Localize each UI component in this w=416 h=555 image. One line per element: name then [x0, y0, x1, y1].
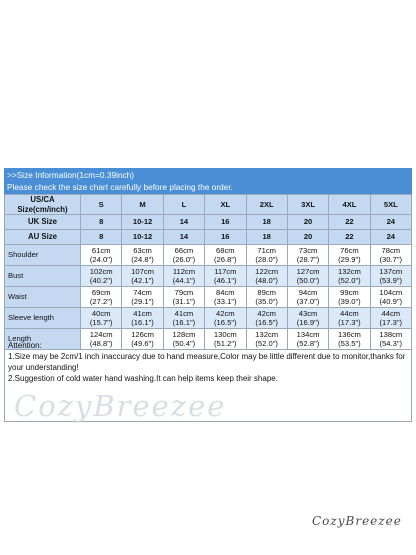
measurement-cm: 74cm	[133, 287, 152, 297]
measurement-cm: 124cm	[89, 329, 113, 339]
measurement-inch: (40.2")	[89, 276, 113, 285]
measurement-inch: (16.9")	[296, 318, 320, 327]
measurement-cm: 94cm	[298, 287, 318, 297]
measurement-inch: (16.5")	[255, 318, 278, 327]
measurement-cm: 89cm	[257, 287, 276, 297]
measurement-cell	[122, 308, 163, 329]
measurement-inch: (39.0")	[338, 297, 361, 306]
measurement-cm: 132cm	[255, 329, 279, 339]
measurement-inch: (52.8")	[296, 339, 320, 348]
measurement-cell	[122, 245, 163, 266]
size-chart-table	[4, 194, 412, 350]
measurement-cm: 84cm	[216, 287, 235, 297]
measurement-cm: 42cm	[216, 308, 235, 318]
size-info-header	[4, 168, 412, 194]
size-cell: 14	[163, 215, 204, 230]
measurement-inch: (50.4")	[172, 339, 196, 348]
measurement-inch: (17.3")	[338, 318, 361, 327]
measurement-row	[5, 266, 412, 287]
measurement-cm: 127cm	[296, 266, 320, 276]
measurement-inch: (30.7")	[379, 255, 403, 264]
size-info-title: >>Size Information(1cm=0.39inch)	[7, 170, 135, 180]
measurement-label: Waist	[5, 287, 81, 308]
size-row-label: AU Size	[5, 230, 81, 245]
measurement-cm: 68cm	[216, 245, 235, 255]
measurement-inch: (51.2")	[214, 339, 237, 348]
measurement-inch: (44.1")	[172, 276, 196, 285]
measurement-cm: 136cm	[338, 329, 361, 339]
measurement-cm: 41cm	[174, 308, 194, 318]
measurement-cell	[205, 308, 246, 329]
measurement-cm: 42cm	[257, 308, 276, 318]
measurement-inch: (27.2")	[89, 297, 113, 306]
measurement-inch: (24.8")	[131, 255, 154, 264]
measurement-cell	[81, 287, 122, 308]
measurement-cell	[287, 266, 328, 287]
measurement-inch: (28.7")	[296, 255, 320, 264]
brand-signature: CozyBreezee	[312, 514, 402, 528]
note-measurement: 1.Size may be 2cm/1 inch inaccuracy due to hand measure,Color may be little different due to monitor,thanks for your understanding!	[8, 352, 406, 372]
measurement-inch: (50.0")	[296, 276, 320, 285]
size-cell: 8	[81, 230, 122, 245]
size-row	[5, 195, 412, 215]
measurement-cm: 126cm	[131, 329, 154, 339]
size-cell: 8	[81, 215, 122, 230]
size-info-instruction: Please check the size chart carefully before placing the order.	[7, 182, 233, 192]
size-cell: L	[163, 195, 204, 215]
measurement-cm: 122cm	[255, 266, 279, 276]
measurement-cm: 117cm	[214, 266, 237, 276]
measurement-inch: (48.8")	[89, 339, 113, 348]
measurement-cm: 132cm	[338, 266, 361, 276]
size-cell: 22	[329, 230, 370, 245]
size-cell: 10-12	[122, 230, 163, 245]
size-cell: 5XL	[370, 195, 411, 215]
measurement-cell	[287, 308, 328, 329]
measurement-cell	[163, 245, 204, 266]
size-cell: 4XL	[329, 195, 370, 215]
measurement-cm: 66cm	[174, 245, 194, 255]
measurement-inch: (31.1")	[172, 297, 196, 306]
measurement-inch: (33.1")	[214, 297, 237, 306]
size-cell: 18	[246, 230, 287, 245]
measurement-inch: (53.9")	[379, 276, 403, 285]
measurement-cell	[329, 287, 370, 308]
measurement-cell	[122, 266, 163, 287]
measurement-inch: (54.3")	[379, 339, 403, 348]
measurement-cell	[246, 266, 287, 287]
measurement-cell	[205, 266, 246, 287]
measurement-cell	[205, 245, 246, 266]
size-row-label: US/CA Size(cm/inch)	[5, 195, 81, 215]
size-cell: 14	[163, 230, 204, 245]
measurement-cm: 138cm	[379, 329, 403, 339]
measurement-inch: (46.1")	[214, 276, 237, 285]
measurement-inch: (16.1")	[131, 318, 154, 327]
measurement-cm: 76cm	[340, 245, 359, 255]
size-cell: 16	[205, 215, 246, 230]
measurement-row	[5, 287, 412, 308]
notes-title: Attention:	[8, 341, 42, 350]
measurement-cm: 69cm	[91, 287, 111, 297]
measurement-cell	[246, 245, 287, 266]
measurement-inch: (16.5")	[214, 318, 237, 327]
measurement-cm: 73cm	[298, 245, 318, 255]
size-cell: 2XL	[246, 195, 287, 215]
size-cell: 22	[329, 215, 370, 230]
measurement-cell	[163, 287, 204, 308]
brand-watermark: CozyBreezee	[14, 389, 227, 423]
size-cell: 16	[205, 230, 246, 245]
measurement-cell	[246, 308, 287, 329]
measurement-inch: (37.0")	[296, 297, 320, 306]
size-cell: 10-12	[122, 215, 163, 230]
measurement-cm: 130cm	[213, 329, 237, 339]
size-cell: 20	[287, 230, 328, 245]
measurement-cm: 99cm	[340, 287, 359, 297]
measurement-inch: (48.0")	[255, 276, 278, 285]
measurement-cell	[329, 245, 370, 266]
measurement-cell	[205, 287, 246, 308]
size-row	[5, 230, 412, 245]
measurement-row	[5, 245, 412, 266]
measurement-cell	[81, 266, 122, 287]
measurement-inch: (40.9")	[379, 297, 403, 306]
note-washing: 2.Suggestion of cold water hand washing.It can help items keep their shape.	[8, 374, 278, 383]
measurement-inch: (15.7")	[89, 318, 113, 327]
measurement-inch: (28.0")	[255, 255, 278, 264]
measurement-inch: (53.5")	[338, 339, 361, 348]
measurement-cell	[329, 266, 370, 287]
size-cell: 18	[246, 215, 287, 230]
measurement-cm: 102cm	[89, 266, 113, 276]
measurement-cell	[370, 245, 411, 266]
measurement-inch: (49.6")	[131, 339, 154, 348]
measurement-cm: 44cm	[381, 308, 401, 318]
measurement-cell	[370, 266, 411, 287]
size-row-label: UK Size	[5, 215, 81, 230]
size-cell: S	[81, 195, 122, 215]
measurement-cm: 40cm	[91, 308, 111, 318]
measurement-inch: (24.0")	[89, 255, 113, 264]
measurement-cm: 41cm	[133, 308, 152, 318]
measurement-cell	[287, 245, 328, 266]
measurement-cm: 71cm	[257, 245, 276, 255]
size-cell: 20	[287, 215, 328, 230]
size-cell: XL	[205, 195, 246, 215]
measurement-cm: 61cm	[91, 245, 111, 255]
size-cell: 3XL	[287, 195, 328, 215]
measurement-cm: 134cm	[296, 329, 320, 339]
measurement-inch: (29.9")	[338, 255, 361, 264]
measurement-cell	[163, 266, 204, 287]
measurement-cell	[122, 287, 163, 308]
size-cell: M	[122, 195, 163, 215]
size-cell: 24	[370, 230, 411, 245]
measurement-cm: 104cm	[379, 287, 403, 297]
measurement-label: Length	[5, 329, 81, 350]
measurement-label: Shoulder	[5, 245, 81, 266]
measurement-cm: 63cm	[133, 245, 152, 255]
measurement-label: Sleeve length	[5, 308, 81, 329]
measurement-cell	[81, 245, 122, 266]
measurement-cell	[370, 308, 411, 329]
measurement-cell	[163, 308, 204, 329]
measurement-inch: (16.1")	[172, 318, 196, 327]
measurement-cm: 44cm	[340, 308, 359, 318]
measurement-cell	[287, 287, 328, 308]
measurement-row	[5, 308, 412, 329]
measurement-cell	[81, 308, 122, 329]
measurement-cell	[329, 308, 370, 329]
measurement-inch: (29.1")	[131, 297, 154, 306]
size-row	[5, 215, 412, 230]
measurement-cm: 112cm	[172, 266, 196, 276]
measurement-label: Bust	[5, 266, 81, 287]
measurement-inch: (52.0")	[255, 339, 278, 348]
measurement-inch: (42.1")	[131, 276, 154, 285]
measurement-cm: 137cm	[379, 266, 403, 276]
measurement-cm: 79cm	[174, 287, 194, 297]
measurement-cell	[370, 287, 411, 308]
measurement-cm: 128cm	[172, 329, 196, 339]
measurement-inch: (52.0")	[338, 276, 361, 285]
size-cell: 24	[370, 215, 411, 230]
measurement-cm: 107cm	[131, 266, 154, 276]
measurement-inch: (26.0")	[172, 255, 196, 264]
measurement-cm: 78cm	[381, 245, 401, 255]
measurement-cm: 43cm	[298, 308, 318, 318]
measurement-inch: (17.3")	[379, 318, 403, 327]
measurement-inch: (35.0")	[255, 297, 278, 306]
measurement-inch: (26.8")	[214, 255, 237, 264]
measurement-cell	[246, 287, 287, 308]
